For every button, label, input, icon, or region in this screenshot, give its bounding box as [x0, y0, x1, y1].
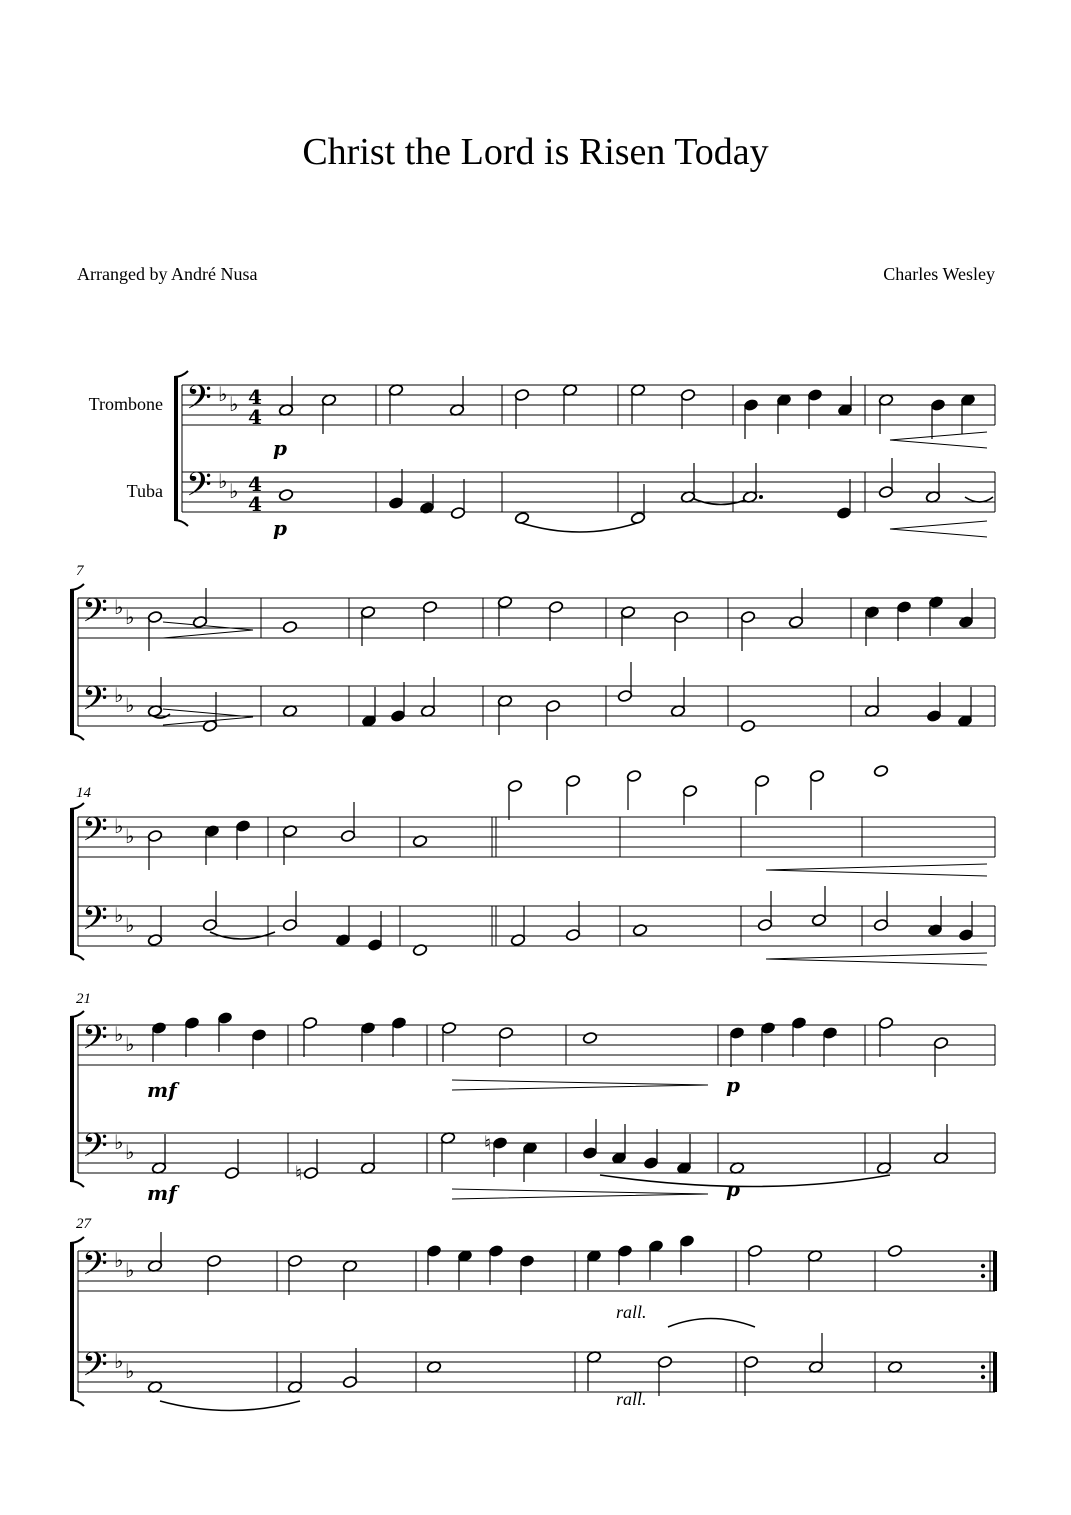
note-head: [282, 620, 297, 633]
tempo-mark: rall.: [616, 1302, 647, 1322]
final-barline-thick: [993, 1251, 997, 1291]
measure-number: 14: [76, 785, 91, 801]
note-head: [878, 1016, 893, 1029]
key-signature-flat: ♭: [125, 913, 135, 937]
bass-clef: 𝄢: [82, 592, 108, 638]
note-head: [224, 1166, 239, 1179]
measure-number: 7: [76, 563, 84, 579]
key-signature-flat: ♭: [114, 903, 124, 927]
bracket-hook: [70, 1400, 84, 1406]
note-head: [251, 1028, 266, 1041]
natural-sign: ♮: [295, 1161, 303, 1185]
note-head: [545, 699, 560, 712]
note-head: [147, 829, 162, 842]
note-head: [617, 689, 632, 702]
note-head: [510, 933, 525, 946]
note-head: [287, 1254, 302, 1267]
key-signature-flat: ♭: [125, 605, 135, 629]
note-head: [548, 600, 563, 613]
key-signature-flat: ♭: [229, 392, 239, 416]
tie: [600, 1175, 890, 1187]
note-head: [202, 918, 217, 931]
repeat-dot: [981, 1264, 985, 1268]
note-head: [760, 1021, 775, 1034]
page-title: Christ the Lord is Risen Today: [302, 131, 769, 173]
note-head: [147, 610, 162, 623]
bracket-hook: [70, 803, 84, 809]
system-2: [70, 584, 995, 740]
key-signature-flat: ♭: [114, 1248, 124, 1272]
note-head: [151, 1021, 166, 1034]
bracket-hook: [70, 1011, 84, 1017]
note-head: [565, 928, 580, 941]
note-head: [390, 709, 405, 722]
note-head: [147, 933, 162, 946]
crescendo-hairpin: [890, 432, 987, 448]
note-head: [643, 1156, 658, 1169]
note-head: [673, 610, 688, 623]
note-head: [422, 600, 437, 613]
bass-clef: 𝄢: [82, 900, 108, 946]
bass-clef: 𝄢: [82, 680, 108, 726]
tempo-mark: rall.: [616, 1389, 647, 1409]
tie: [518, 522, 640, 532]
note-head: [896, 600, 911, 613]
note-head: [565, 774, 580, 787]
time-signature-bottom: 4: [248, 405, 262, 429]
note-head: [419, 501, 434, 514]
note-head: [302, 1016, 317, 1029]
bracket-hook: [70, 1237, 84, 1243]
note-head: [864, 605, 879, 618]
dynamic-mark: mf: [147, 1078, 177, 1102]
note-head: [926, 709, 941, 722]
note-head: [514, 388, 529, 401]
bass-clef: 𝄢: [82, 1127, 108, 1173]
note-head: [878, 485, 893, 498]
tie: [965, 497, 993, 502]
note-head: [206, 1254, 221, 1267]
note-head: [679, 1234, 694, 1247]
bracket-hook: [70, 584, 84, 590]
dynamic-mark: mf: [147, 1181, 177, 1205]
note-head: [192, 615, 207, 628]
note-head: [620, 605, 635, 618]
key-signature-flat: ♭: [114, 814, 124, 838]
crescendo-hairpin: [766, 864, 987, 876]
bass-clef: 𝄢: [82, 811, 108, 857]
bass-clef: 𝄢: [186, 466, 212, 512]
note-head: [278, 488, 293, 501]
composer-credit: Charles Wesley: [883, 264, 995, 284]
bass-clef: 𝄢: [82, 1245, 108, 1291]
bracket-hook: [174, 520, 188, 526]
bass-clef: 𝄢: [186, 379, 212, 425]
system-4: [70, 1011, 995, 1187]
time-signature-top: 4: [248, 472, 262, 496]
note-head: [582, 1146, 597, 1159]
note-head: [340, 829, 355, 842]
key-signature-flat: ♭: [125, 1032, 135, 1056]
notes: [147, 376, 975, 1396]
note-head: [680, 388, 695, 401]
note-head: [498, 1026, 513, 1039]
note-head: [492, 1136, 507, 1149]
bass-clef: 𝄢: [82, 1346, 108, 1392]
note-head: [958, 615, 973, 628]
measure-number: 27: [76, 1216, 91, 1232]
note-head: [204, 824, 219, 837]
note-head: [632, 923, 647, 936]
note-head: [497, 595, 512, 608]
tie: [160, 1401, 300, 1411]
key-signature-flat: ♭: [114, 1022, 124, 1046]
note-head: [930, 398, 945, 411]
instrument-label-trombone: Trombone: [88, 394, 163, 414]
note-head: [836, 506, 851, 519]
dynamic-mark: p: [273, 436, 287, 460]
note-head: [184, 1016, 199, 1029]
note-head: [747, 1244, 762, 1257]
note-head: [754, 774, 769, 787]
note-head: [928, 595, 943, 608]
note-head: [791, 1016, 806, 1029]
note-head: [360, 605, 375, 618]
note-head: [743, 398, 758, 411]
key-signature-flat: ♭: [125, 1140, 135, 1164]
note-head: [488, 1244, 503, 1257]
note-head: [873, 764, 888, 777]
note-head: [391, 1016, 406, 1029]
natural-sign: ♮: [484, 1131, 492, 1155]
key-signature-flat: ♭: [114, 1349, 124, 1373]
note-head: [507, 779, 522, 792]
note-head: [887, 1244, 902, 1257]
note-head: [412, 943, 427, 956]
note-head: [933, 1036, 948, 1049]
key-signature-flat: ♭: [218, 469, 228, 493]
bracket-hook: [70, 734, 84, 740]
system-1: [174, 371, 995, 526]
key-signature-flat: ♭: [114, 595, 124, 619]
note-head: [412, 834, 427, 847]
decrescendo-hairpin: [163, 622, 253, 638]
note-head: [617, 1244, 632, 1257]
note-head: [282, 824, 297, 837]
final-barline-thick: [993, 1352, 997, 1392]
note-head: [811, 913, 826, 926]
augmentation-dot: [759, 495, 763, 499]
repeat-dot: [981, 1375, 985, 1379]
dynamic-mark: p: [726, 1073, 740, 1097]
time-signature-top: 4: [248, 385, 262, 409]
key-signature-flat: ♭: [218, 382, 228, 406]
note-head: [682, 784, 697, 797]
key-signature-flat: ♭: [125, 824, 135, 848]
note-head: [740, 719, 755, 732]
bracket-hook: [70, 954, 84, 960]
note-head: [582, 1031, 597, 1044]
note-head: [757, 918, 772, 931]
note-head: [873, 918, 888, 931]
note-head: [729, 1026, 744, 1039]
note-head: [282, 918, 297, 931]
note-head: [626, 769, 641, 782]
bass-clef: 𝄢: [82, 1019, 108, 1065]
note-head: [388, 496, 403, 509]
note-head: [630, 511, 645, 524]
arranger-credit: Arranged by André Nusa: [77, 264, 258, 284]
note-head: [927, 923, 942, 936]
note-head: [342, 1375, 357, 1388]
crescendo-hairpin: [766, 953, 987, 965]
note-head: [360, 1021, 375, 1034]
note-head: [303, 1166, 318, 1179]
measure-number: 21: [76, 991, 91, 1007]
key-signature-flat: ♭: [125, 1258, 135, 1282]
note-head: [217, 1011, 232, 1024]
key-signature-flat: ♭: [229, 479, 239, 503]
system-3: [70, 803, 995, 960]
note-head: [807, 388, 822, 401]
time-signature-bottom: 4: [248, 492, 262, 516]
note-head: [519, 1254, 534, 1267]
repeat-dot: [981, 1365, 985, 1369]
decrescendo-hairpin: [452, 1080, 708, 1090]
key-signature-flat: ♭: [125, 693, 135, 717]
dynamic-mark: p: [726, 1177, 740, 1201]
note-head: [958, 928, 973, 941]
note-head: [822, 1026, 837, 1039]
note-head: [809, 769, 824, 782]
dynamic-mark: p: [273, 516, 287, 540]
key-signature-flat: ♭: [125, 1359, 135, 1383]
bracket-hook: [70, 1181, 84, 1187]
bracket-hook: [174, 371, 188, 377]
key-signature-flat: ♭: [114, 683, 124, 707]
note-head: [235, 819, 250, 832]
decrescendo-hairpin: [452, 1189, 708, 1199]
tie: [668, 1319, 755, 1328]
note-head: [367, 938, 382, 951]
instrument-label-tuba: Tuba: [126, 481, 163, 501]
key-signature-flat: ♭: [114, 1130, 124, 1154]
note-head: [657, 1355, 672, 1368]
note-head: [743, 1355, 758, 1368]
note-head: [788, 615, 803, 628]
note-head: [514, 511, 529, 524]
note-head: [740, 610, 755, 623]
note-head: [426, 1244, 441, 1257]
note-head: [441, 1021, 456, 1034]
crescendo-hairpin: [890, 521, 987, 537]
repeat-dot: [981, 1274, 985, 1278]
hairpins: [163, 432, 987, 1199]
note-head: [335, 933, 350, 946]
note-head: [450, 506, 465, 519]
